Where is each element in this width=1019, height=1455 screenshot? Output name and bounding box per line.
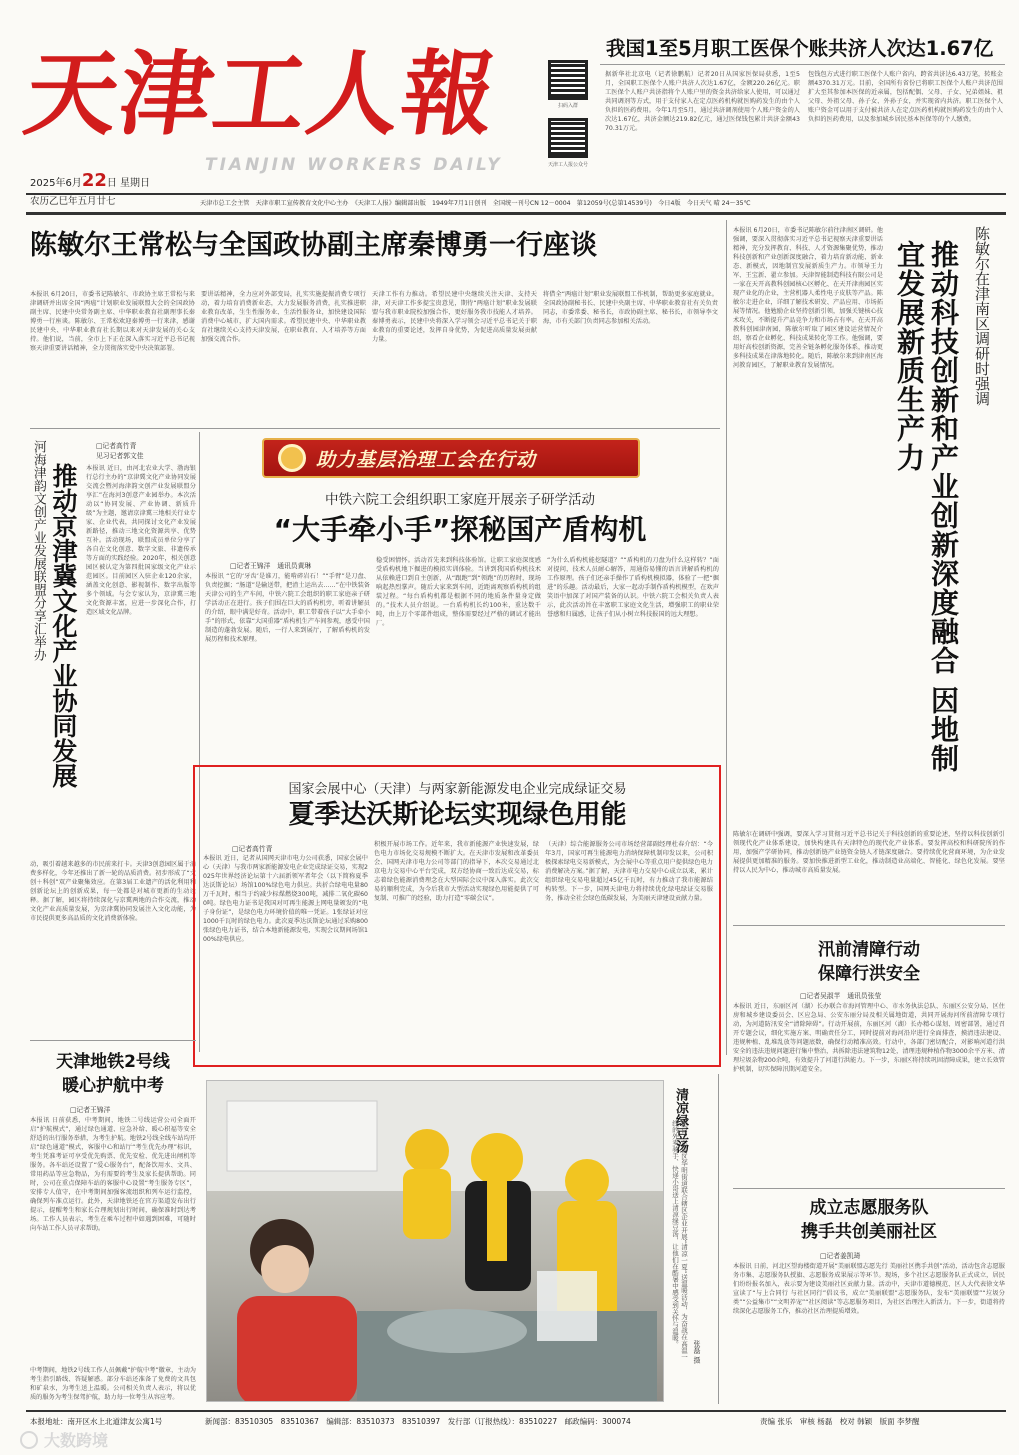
left-body: 本报讯 近日，由河北农业大学、渤海银行总行主办的“京津冀文化产业协同发展交流会暨河海津韵文创产业发展联盟分享汇”在海河3创意产业园举办。本次活动以“协同发展、产业协调、新质升级”为主题，邀请京津冀三地相关行业专家、企业代表，共同探讨文化产业发展新路径，推动三地文化资源共享、优势互补。活动现场，联盟成员单位分享了各自在文化创意、数字文旅、非遗传承等方面的实践经验。2020年，相关创意园区被认定为第四批国家级文化产业示范园区。目前园区入驻企业120余家，涵盖文化创意、影视制作、数字出版等多个领域。与会专家认为，京津冀三地文化资源丰富，应进一步深化合作，打造区域文化品牌。	[86, 465, 196, 616]
feature-col1: 本报讯 “它的‘牙齿’是谁刀，能啃碎岩石！”“手臂”是刀盘、负责挖掘；“肠道”是输送带，把渣土运出去……”在中铁装备天津公司的生产车间，中铁六院工会组织的职工家庭亲子研学活动正在进行。孩子们围在巨大的盾构机旁，听着讲解员的介绍，眼中满是好奇。活动中，职工带着孩子以“大手牵小手”的形式，依靠“大国重器”盾构机生产车间参观，感受中国制造的蓬勃发展。随后，一行人来到展厅，了解盾构机的发展历程和技术原理。	[205, 573, 370, 643]
left-byline-2: 见习记者郭文佳	[96, 452, 144, 460]
qr-code-wechat-group[interactable]	[548, 60, 588, 100]
photo-caption: 近日，东丽区华明街道联合辖区企业开展“清凉一夏”送温暖活动，为奋战在高温一线的外卖骑手、快递小哥送上清凉绿豆汤，让他们在酷暑中感受到关怀与温暖。	[671, 1120, 688, 1360]
flood-byline: □记者吴淑芊 通讯员张莹	[800, 992, 882, 1000]
sidebar-headline: 推动科技创新和产业创新深度融合 因地制宜发展新质生产力	[893, 240, 960, 773]
info-bar: 天津市总工会主管 天津市职工宣传教育文化中心主办 《天津工人报》编辑部出版 1949年7月1日创刊 全国统一刊号CN 12－0004 第12059号(总第14539号) 今日4版 今日天气 晴 24～35℃	[200, 200, 751, 207]
volunteer-headline-1: 成立志愿服务队	[809, 1198, 929, 1218]
left-body2: 动，吸引着越来越多的市民前来打卡。天津3创意园区属于消费多样化，今年还推出了新一轮的品质消费。初步形成了“文创＋科创”双产业聚集效应。在第3届工业遗产的活化利用和创新论坛上的创新成果，每一处都是对城市更新的生动诠释。据了解，园区将持续深化与京冀两地的合作交流，推动文化产业高质量发展，为京津冀协同发展注入文化动能，为市民提供更多高品质的文化消费新体验。	[30, 861, 196, 922]
lead-col1: 本报讯 6月20日，市委书记陈敏尔、市政协主席王常松与来津调研并出席全国“两癌”计划职业发展联盟大会的全国政协副主席、民建中央常务副主席、中华职业教育社副理事长秦博勇一行座谈。陈敏尔、王常松欢迎秦博勇一行来津，感谢民建中央、中华职业教育社长期以来对天津发展的关心支持。他们说，当前，全市上下正在深入落实习近平总书记视察天津重要讲话精神，全力贯彻落实党中央决策部署。	[30, 291, 195, 352]
volunteer-headline-2: 携手共创美丽社区	[801, 1222, 937, 1242]
subway-body2: 中考期间，地铁2号线工作人员佩戴“护航中考”徽章，主动为考生指引路线、答疑解惑。部分车站还准备了免费的文具包和矿泉水，为考生送上温暖。公司相关负责人表示，将以优质的服务为考生保驾护航，助力每一位考生从容应考。	[30, 1367, 196, 1401]
footer-phones: 新闻部：83510305 83510367 编辑部：83510373 83510397 发行部（订报热线）：83510227 邮政编码：300074	[205, 1417, 631, 1426]
volunteer-byline: □记者姜凯琦	[820, 1252, 861, 1260]
top-news-col1: 据新华社北京电（记者徐鹏航）记者20日从国家医保局获悉，1至5月，全国职工医保个人账户共济人次达1.67亿，金额220.26亿元。职工医保个人账户共济指将个人账户里的资金共济给家人使用，可以通过共同调剂等方式，用于支付家人在定点医药机构就医购药发生的由个人负担的医药费用。今年1月至5月，通过共济调剂使用个人账户资金的人次达1.67亿，共济金额达219.82亿元，通过医保钱包累计共济金额4370.31万元。	[605, 71, 800, 132]
sidebar-body: 本报讯 6月20日，市委书记陈敏尔前往津南区调研。他强调，要深入贯彻落实习近平总书记视察天津重要讲话精神，充分发挥教育、科技、人才资源集聚优势，推动科技创新和产业创新深度融合，着力培育新动能、新业态、新模式，因地制宜发展新质生产力。市领导王力军、王宝新、翟立参加。天津智能制造科技有限公司是一家在天开高教科创园核心区孵化、在天开津南园区实现产业化的企业，主营机器人柔性电子皮肤等产品。陈敏尔走进企业，详细了解技术研发、产品应用、市场拓展等情况。他勉励企业坚持创新引领，加强关键核心技术攻关，不断提升产品竞争力和市场占有率。在天开高教科创园津南园，陈敏尔听取了园区建设运营情况介绍，察看企业孵化、科技成果转化等工作。他强调，要用好高校创新资源，完善全链条孵化服务体系，推动更多科技成果在津落地转化。随后，陈敏尔来到津南区海河教育园区，了解职业教育发展情况。	[733, 227, 883, 369]
feature-byline: □记者王锦洋 通讯员黄琳	[230, 562, 312, 570]
qr1-label: 扫码入群	[557, 103, 578, 109]
date-suffix: 日 星期日	[106, 178, 151, 189]
feature-headline: “大手牵小手”探秘国产盾构机	[273, 513, 647, 546]
helmet-icon	[405, 1129, 449, 1173]
masthead-logo-english: TIANJIN WORKERS DAILY	[205, 155, 503, 175]
issue-date	[30, 170, 150, 191]
news-photo[interactable]	[206, 1080, 664, 1402]
sidebar-kicker: 陈敏尔在津南区调研时强调	[973, 226, 991, 406]
helmet-icon	[471, 1133, 523, 1185]
highlight-byline: □记者高竹青	[232, 845, 273, 853]
highlight-kicker: 国家会展中心（天津）与两家新能源发电企业完成绿证交易	[288, 782, 627, 797]
lead-col2: 要讲话精神，全力应对外部变局，扎实实施提振消费专项行动，着力培育消费新业态，大力发展服务消费，扎实推进职业教育改革，生生性服务业、生活性服务业，加快建设国际消费中心城市，扩大国内需求。希望民建中央、中华职业教育社继续关心支持天津发展，在职业教育、人才培养等方面加强交流合作。	[201, 291, 366, 343]
feature-banner	[262, 438, 640, 478]
masthead-logo: 天津工人報	[18, 40, 504, 148]
date-day: 22	[81, 170, 107, 191]
qr-code-official-account[interactable]	[548, 118, 588, 158]
feature-kicker: 中铁六院工会组织职工家庭开展亲子研学活动	[325, 492, 595, 508]
feature-col2: 稳受困情怀。活动首先来到科技体验馆。让职工家庭深度感受盾构机地下掘进的模拟实训体验。当讲到我国盾构机技术从依赖进口到自主创新，从“跟跑”到“领跑”的历程时，现场响起热烈掌声。随后大家来到车间，近距离观察盾构机的组装过程。“每台盾构机都是根据不同的地质条件量身定做的。”技术人员介绍说。一台盾构机长约100米，重达数千吨，由上万个零部件组成，整体需要经过严格的调试才能出厂。	[376, 557, 541, 627]
left-kicker: 河海津韵文创产业发展联盟分享汇举办	[31, 440, 46, 661]
photo-illustration	[207, 1081, 664, 1402]
watermark	[20, 1428, 108, 1451]
union-emblem-icon	[278, 444, 306, 472]
footer-credits: 责编 张乐 审核 杨磊 校对 韩颖 版面 李梦醒	[760, 1417, 920, 1426]
highlight-col2: 积极开展市场工作。近年来，我市新能源产业快速发展，绿色电力市场化交易规模不断扩大。在天津市发展和改革委员会、国网天津市电力公司等部门的指导下，本次交易通过北京电力交易中心平台完成，双方经协商一致后达成交易，标志着绿色能源消费理念在大型国际会议中深入落实。此次交易的顺利完成，为今后我市大型活动实现绿色用能提供了可复制、可推广的经验，助力打造“零碳会议”。	[374, 841, 539, 902]
left-headline: 推动京津冀文化产业协同发展	[49, 463, 78, 788]
subway-body: 本报讯 日前获悉，中考期间，地铁二号线运营公司全面开启“护航模式”，通过绿色通道、应急补给、暖心积福等安全舒适的出行服务举措，为考生护航。地铁2号线全线车站均开启“绿色通道”模式，客服中心和站厅“考生优先办理”标识，考生凭准考证可享受优先购票、优先安检、优先进出闸机等服务。各车站还设置了“爱心服务台”，配备饮用水、文具、常用药品等应急物品，为有需要的考生及家长提供帮助。同时，公司在重点保障车站的客服中心设置“考生服务专区”，安排专人值守，在中考期间加强客流组织和列车运行监控，确保列车准点运行。此外，天津地铁还在官方渠道发布出行提示，提醒考生和家长合理规划出行时间，确保准时到达考场。工作人员表示，考生在乘车过程中如遇到困难，可随时向车站工作人员寻求帮助。	[30, 1117, 196, 1232]
subway-headline-1: 天津地铁2号线	[56, 1052, 170, 1072]
lunar-date: 农历乙巳年五月廿七	[30, 196, 116, 207]
subway-byline: □记者王锦洋	[70, 1106, 111, 1114]
photo-title: 清凉绿豆汤	[673, 1088, 688, 1153]
lead-col3: 天津工作有力推动。希望民建中央继续关注天津、支持天津，对天津工作多提宝贵意见，期待“两癌计划”职业发展联盟与我市职业院校加强合作，更好服务我市技能人才培养。秦博勇表示，民建中央将深入学习领会习近平总书记关于职业教育的重要论述，发挥自身优势，为促进高质量发展贡献力量。	[372, 291, 537, 343]
top-news-col2: 包钱包方式进行职工医保个人账户省内、跨省共济达6.43万笔，转账金额4370.31万元。目前，全国所有省份已将职工医保个人账户共济范围扩大至其参加本医保的近亲属，包括配偶、父母、子女、兄弟姐妹、祖父母、外祖父母、孙子女、外孙子女，并实现省内共济。职工医保个人账户资金可以用于支付被共济人在定点医药机构就医购药发生的由个人负担的医药费用，以及参加城乡居民基本医保等的个人缴费。	[808, 71, 1003, 123]
date-prefix: 2025年6月	[30, 178, 82, 189]
highlight-headline: 夏季达沃斯论坛实现绿色用能	[288, 800, 627, 830]
flood-body: 本报讯 近日，东丽区河（湖）长办联合市海河管理中心、市水务执法总队、东丽区公安分局、区住房和城乡建设委员会、区应急局、公安东丽分局及相关属地街道，共同开展海河所前清障专项行动，为河道防汛安全“清除障碍”。行动开展前，东丽区河（湖）长办精心谋划、周密部署，通过召开专题会议，细化实施方案、明确责任分工，同时提前对海河沿岸进行全面排查，摸清违法建设、违规种植、乱堆乱放等问题底数，确保行动精准高效。行动中，各部门密切配合，对影响河道行洪安全的违法违规问题进行集中整治，共拆除违法建筑物12处，清理违规种植作物3000余平方米、清理垃圾杂物200余吨，有效提升了河道行洪能力。下一步，东丽区将持续巩固清障成果，建立长效管护机制，切实保障汛期河道安全。	[733, 1003, 1005, 1073]
qr2-label: 天津工人报公众号	[547, 162, 588, 168]
left-byline-1: □记者高竹青	[96, 442, 137, 450]
footer-address: 本报地址：南开区水上北道津友公寓1号	[30, 1417, 163, 1426]
watermark-logo-icon	[20, 1431, 38, 1449]
highlight-col1: 本报讯 近日，记者从国网天津市电力公司获悉，国家会展中心（天津）与我市两家新能源发电企业完成绿证交易，实现2025年世界经济论坛第十六届新领军者年会（以下简称夏季达沃斯论坛）场馆100%绿色电力供应。共折合绿电电量80万千瓦时，相当于约减少标煤燃烧300吨，减排二氧化碳600吨。绿色电力证书是我国对可再生能源上网电量颁发的“电子身份证”，是绿色电力环境价值的唯一凭证。1张绿证对应1000千瓦时的绿色电力。此次夏季达沃斯论坛通过采购800张绿色电力证书，结合本地新能源发电，实现会议期间场馆100%绿电供应。	[203, 855, 368, 943]
flood-headline-1: 汛前清障行动	[818, 940, 920, 960]
sidebar-body-lower: 陈敏尔在调研中强调，要深入学习贯彻习近平总书记关于科技创新的重要论述，坚持以科技创新引领现代化产业体系建设，加快构建具有天津特色的现代化产业体系。要发挥高校和科研院所的作用，加强产学研协同，推动创新链产业链资金链人才链深度融合。要持续优化营商环境，为企业发展提供更加精准的服务。要加快推进新型工业化，推动制造业高端化、智能化、绿色化发展。要坚持以人民为中心，推动城市高质量发展。	[733, 831, 1005, 874]
lead-col4: 将借全“两癌计划”职业发展联盟工作机制，帮助更多家庭就业。全国政协副秘书长、民建中央副主席、中华职业教育社有关负责同志，市委常委、秘书长，市政协副主席、秘书长，市领导李文海，市有关部门负责同志参加相关活动。	[543, 291, 718, 325]
highlight-col3: （天津）综合能源服务公司市场经营部副经理杜春介绍：“今年3月，国家可再生能源电力消纳保障机制印发以来，公司积极探索绿电交易新模式，为会展中心等重点用户提供绿色电力消费解决方案。”据了解，天津市电力交易中心成立以来，累计组织绿电交易电量超过45亿千瓦时，有力推动了我市能源结构转型。下一步，国网天津电力将持续优化绿电绿证交易服务，推动全社会绿色低碳发展，为美丽天津建设贡献力量。	[545, 841, 713, 902]
photo-credit: 张磊 摄	[693, 1340, 701, 1364]
subway-headline-2: 暖心护航中考	[62, 1076, 164, 1096]
lead-headline: 陈敏尔王常松与全国政协副主席秦博勇一行座谈	[30, 230, 597, 261]
flood-headline-2: 保障行洪安全	[818, 964, 920, 984]
feature-banner-text: 助力基层治理工会在行动	[316, 448, 537, 471]
top-news-headline: 我国1至5月职工医保个账共济人次达1.67亿	[606, 37, 994, 60]
helmet-icon	[565, 1159, 609, 1203]
feature-col3: “为什么盾构机能挖隧道？”“盾构机的刀盘为什么这样转？”面对提问，技术人员耐心解答，用通俗易懂的语言讲解盾构机的工作原理。孩子们还亲手操作了盾构机模拟器，体验了一把“掘进”的乐趣。活动最后，大家一起动手制作盾构机模型，在欢声笑语中加深了对国产装备的认识。中铁六院工会相关负责人表示，此次活动旨在丰富职工家庭文化生活，增强职工的职业荣誉感和归属感，让孩子们从小树立科技报国的远大理想。	[547, 557, 719, 618]
watermark-text: 大数跨境	[44, 1431, 109, 1450]
volunteer-body: 本报讯 日前，河北区望海楼街道开展“美丽联盟志愿先行 美丽社区携手共创”活动，活动包含志愿服务市集、志愿服务队授旗、志愿服务成果展示等环节。现场，多个社区志愿服务队正式成立，居民们纷纷报名加入，表示要为建设美丽社区贡献力量。活动中，天津市道德模范、区人大代表徐文华宣读了“与上合同行 与社区同行”倡议书，成立“美丽联盟”志愿服务队，发布“美丽联盟”“垃圾分类”“公益集市”“文明养宠”“社区阅读”等志愿服务项目，为社区治理注入新活力。下一步，街道将持续深化志愿服务工作，推动社区治理提质增效。	[733, 1263, 1005, 1315]
